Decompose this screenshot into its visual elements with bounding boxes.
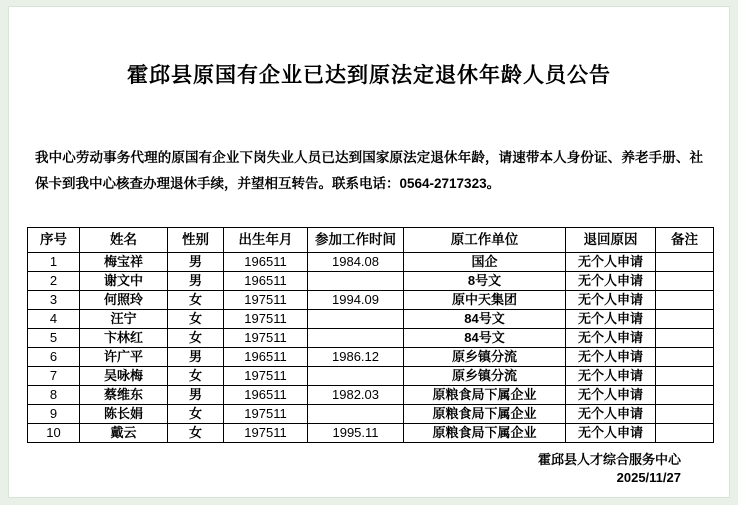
cell-note [656, 405, 714, 424]
cell-birth: 196511 [224, 386, 308, 405]
column-header-reason: 退回原因 [566, 228, 656, 253]
cell-workdate [308, 272, 404, 291]
cell-name: 许广平 [80, 348, 168, 367]
signature-organization: 霍邱县人才综合服务中心 [537, 452, 681, 467]
cell-seq: 1 [28, 253, 80, 272]
cell-birth: 196511 [224, 253, 308, 272]
cell-birth: 197511 [224, 329, 308, 348]
cell-unit: 原粮食局下属企业 [404, 386, 566, 405]
cell-workdate: 1986.12 [308, 348, 404, 367]
column-header-gender: 性别 [168, 228, 224, 253]
table-row [28, 367, 714, 386]
cell-gender: 男 [168, 272, 224, 291]
column-header-birth: 出生年月 [224, 228, 308, 253]
cell-birth: 196511 [224, 272, 308, 291]
cell-seq: 8 [28, 386, 80, 405]
cell-note [656, 424, 714, 443]
cell-name: 卞林红 [80, 329, 168, 348]
cell-name: 汪宁 [80, 310, 168, 329]
cell-note [656, 348, 714, 367]
cell-reason: 无个人申请 [566, 310, 656, 329]
table-header-row [28, 228, 714, 253]
cell-note [656, 386, 714, 405]
cell-birth: 197511 [224, 367, 308, 386]
cell-note [656, 310, 714, 329]
cell-note [656, 272, 714, 291]
cell-gender: 女 [168, 291, 224, 310]
cell-name: 吴咏梅 [80, 367, 168, 386]
cell-reason: 无个人申请 [566, 348, 656, 367]
cell-gender: 女 [168, 424, 224, 443]
cell-reason: 无个人申请 [566, 405, 656, 424]
cell-unit: 原粮食局下属企业 [404, 405, 566, 424]
cell-unit: 84号文 [404, 310, 566, 329]
cell-seq: 5 [28, 329, 80, 348]
table-row [28, 291, 714, 310]
page-title: 霍邱县原国有企业已达到原法定退休年龄人员公告 [127, 64, 611, 87]
cell-seq: 4 [28, 310, 80, 329]
cell-unit: 84号文 [404, 329, 566, 348]
cell-workdate [308, 329, 404, 348]
cell-note [656, 291, 714, 310]
cell-name: 何照玲 [80, 291, 168, 310]
table-row [28, 310, 714, 329]
personnel-table-container [27, 227, 711, 443]
cell-gender: 女 [168, 405, 224, 424]
cell-name: 蔡维东 [80, 386, 168, 405]
cell-workdate [308, 367, 404, 386]
cell-gender: 男 [168, 348, 224, 367]
signature-date: 2025/11/27 [616, 470, 681, 485]
cell-reason: 无个人申请 [566, 424, 656, 443]
cell-unit: 原中天集团 [404, 291, 566, 310]
cell-gender: 女 [168, 329, 224, 348]
cell-birth: 196511 [224, 348, 308, 367]
cell-name: 戴云 [80, 424, 168, 443]
table-row [28, 329, 714, 348]
table-body [28, 253, 714, 443]
table-row [28, 424, 714, 443]
cell-birth: 197511 [224, 405, 308, 424]
cell-workdate: 1982.03 [308, 386, 404, 405]
cell-workdate: 1995.11 [308, 424, 404, 443]
cell-reason: 无个人申请 [566, 253, 656, 272]
column-header-workdate: 参加工作时间 [308, 228, 404, 253]
table-row [28, 386, 714, 405]
cell-seq: 6 [28, 348, 80, 367]
cell-seq: 9 [28, 405, 80, 424]
cell-unit: 原乡镇分流 [404, 348, 566, 367]
cell-unit: 国企 [404, 253, 566, 272]
cell-unit: 原乡镇分流 [404, 367, 566, 386]
personnel-table [27, 227, 714, 443]
cell-birth: 197511 [224, 291, 308, 310]
cell-note [656, 367, 714, 386]
cell-unit: 原粮食局下属企业 [404, 424, 566, 443]
cell-reason: 无个人申请 [566, 386, 656, 405]
cell-gender: 女 [168, 310, 224, 329]
cell-reason: 无个人申请 [566, 329, 656, 348]
notice-paragraph: 我中心劳动事务代理的原国有企业下岗失业人员已达到国家原法定退休年龄，请速带本人身份证、养老手册、社保卡到我中心核查办理退休手续，并望相互转告。联系电话：0564-2717323。 [35, 150, 703, 191]
cell-workdate: 1994.09 [308, 291, 404, 310]
document-page [8, 6, 730, 498]
cell-workdate [308, 310, 404, 329]
column-header-name: 姓名 [80, 228, 168, 253]
cell-gender: 女 [168, 367, 224, 386]
column-header-note: 备注 [656, 228, 714, 253]
cell-birth: 197511 [224, 424, 308, 443]
cell-seq: 7 [28, 367, 80, 386]
cell-name: 陈长娟 [80, 405, 168, 424]
cell-seq: 3 [28, 291, 80, 310]
cell-unit: 8号文 [404, 272, 566, 291]
signature-block [9, 451, 729, 487]
cell-gender: 男 [168, 386, 224, 405]
table-row [28, 253, 714, 272]
cell-reason: 无个人申请 [566, 367, 656, 386]
table-row [28, 348, 714, 367]
cell-workdate [308, 405, 404, 424]
cell-note [656, 253, 714, 272]
cell-seq: 2 [28, 272, 80, 291]
column-header-seq: 序号 [28, 228, 80, 253]
table-row [28, 272, 714, 291]
cell-gender: 男 [168, 253, 224, 272]
cell-birth: 197511 [224, 310, 308, 329]
cell-note [656, 329, 714, 348]
cell-name: 谢文中 [80, 272, 168, 291]
column-header-unit: 原工作单位 [404, 228, 566, 253]
cell-reason: 无个人申请 [566, 291, 656, 310]
cell-seq: 10 [28, 424, 80, 443]
cell-reason: 无个人申请 [566, 272, 656, 291]
cell-name: 梅宝祥 [80, 253, 168, 272]
cell-workdate: 1984.08 [308, 253, 404, 272]
table-row [28, 405, 714, 424]
